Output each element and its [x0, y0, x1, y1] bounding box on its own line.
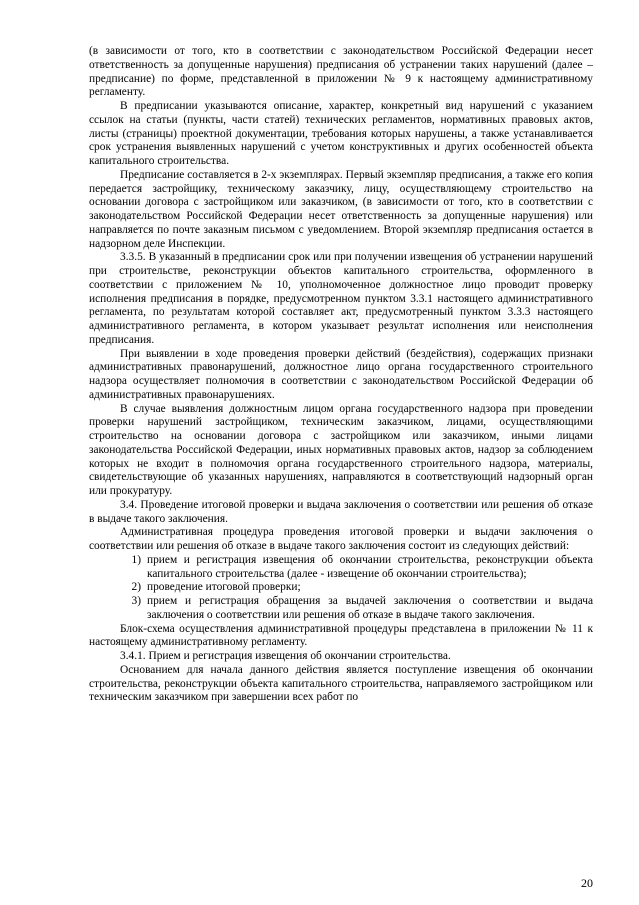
paragraph: При выявлении в ходе проведения проверки действий (бездействия), содержащих признаки административных правонарушений, должностное лицо органа государственного строительного надзора осуществляет полномочия в соответствии с законодательством Российской Федерации об административных правонарушениях. [89, 347, 593, 401]
paragraph: 3.4.1. Прием и регистрация извещения об окончании строительства. [120, 650, 451, 662]
paragraph: Административная процедура проведения итоговой проверки и выдачи заключения о соответствии или решения об отказе в выдаче такого заключения состоит из следующих действий: [89, 526, 593, 552]
paragraph: В случае выявления должностным лицом органа государственного надзора при проведении проверки нарушений застройщиком, техническим заказчиком, лицами, осуществляющими строительство на основании договора с застройщиком или заказчиком, иными лицами законодательства Российской Федерации, иных нормативных правовых актов, надзор за соблюдением которых не входит в полномочия органа государственного строительного надзора, материалы, свидетельствующие об указанных нарушениях, направляются в соответствующий надзорный орган или прокуратуру. [89, 402, 593, 497]
paragraph: В предписании указываются описание, характер, конкретный вид нарушений с указанием ссылок на статьи (пункты, части статей) технических регламентов, нормативных правовых актов, листы (страницы) проектной документации, требования которых нарушены, а также устанавливается срок устранения выявленных нарушений с учетом конструктивных и других особенностей объекта капитального строительства. [89, 100, 593, 167]
paragraph: 3.3.5. В указанный в предписании срок или при получении извещения об устранении нарушений при строительстве, реконструкции объектов капитального строительства, оформленного в соответствии с приложением № 10, уполномоченное должностное лицо проводит проверку исполнения предписания в порядке, предусмотренном пунктом 3.3.1 настоящего административного регламента, по результатам которой составляет акт, предусмотренный пунктом 3.3.3 настоящего административного регламента, в котором указывает результат исполнения или неисполнения предписания. [89, 251, 593, 346]
list-item [89, 595, 593, 623]
list-item [89, 554, 593, 582]
list-item [89, 581, 593, 595]
paragraph: Основанием для начала данного действия является поступление извещения об окончании строительства, реконструкции объекта капитального строительства, направляемого застройщиком или техническим заказчиком при завершении всех работ по [89, 663, 593, 704]
paragraph: Блок-схема осуществления административной процедуры представлена в приложении № 11 к настоящему административному регламенту. [89, 622, 593, 649]
list-item-text: проведение итоговой проверки; [147, 581, 301, 594]
paragraph: Предписание составляется в 2-х экземплярах. Первый экземпляр предписания, а также его копия передается застройщику, техническому заказчику, лицу, осуществляющему строительство на основании договора с застройщиком или заказчиком, (в зависимости от того, кто в соответствии с законодательством Российской Федерации несет ответственность за допущенные нарушения) или направляется по почте заказным письмом с уведомлением. Второй экземпляр предписания остается в надзорном деле Инспекции. [89, 168, 593, 250]
page-number: 20 [581, 876, 593, 890]
list-item-number: 1) [131, 553, 141, 566]
document-body [89, 45, 593, 705]
list-item-number: 3) [131, 595, 141, 607]
list-item-text: прием и регистрация извещения об окончании строительства, реконструкции объекта капитального строительства (далее - извещение об окончании строительства); [147, 553, 593, 580]
list-item-number: 2) [131, 581, 141, 594]
paragraph: (в зависимости от того, кто в соответствии с законодательством Российской Федерации несет ответственность за допущенные нарушения) предписания об устранении таких нарушений (далее – предписание) по форме, представленной в приложении № 9 к настоящему административному регламенту. [89, 45, 593, 99]
paragraph: 3.4. Проведение итоговой проверки и выдача заключения о соответствии или решения об отказе в выдаче такого заключения. [89, 498, 593, 525]
list-item-text: прием и регистрация обращения за выдачей заключения о соответствии и выдача заключения о соответствии или решения об отказе в выдаче такого заключения. [147, 595, 593, 621]
